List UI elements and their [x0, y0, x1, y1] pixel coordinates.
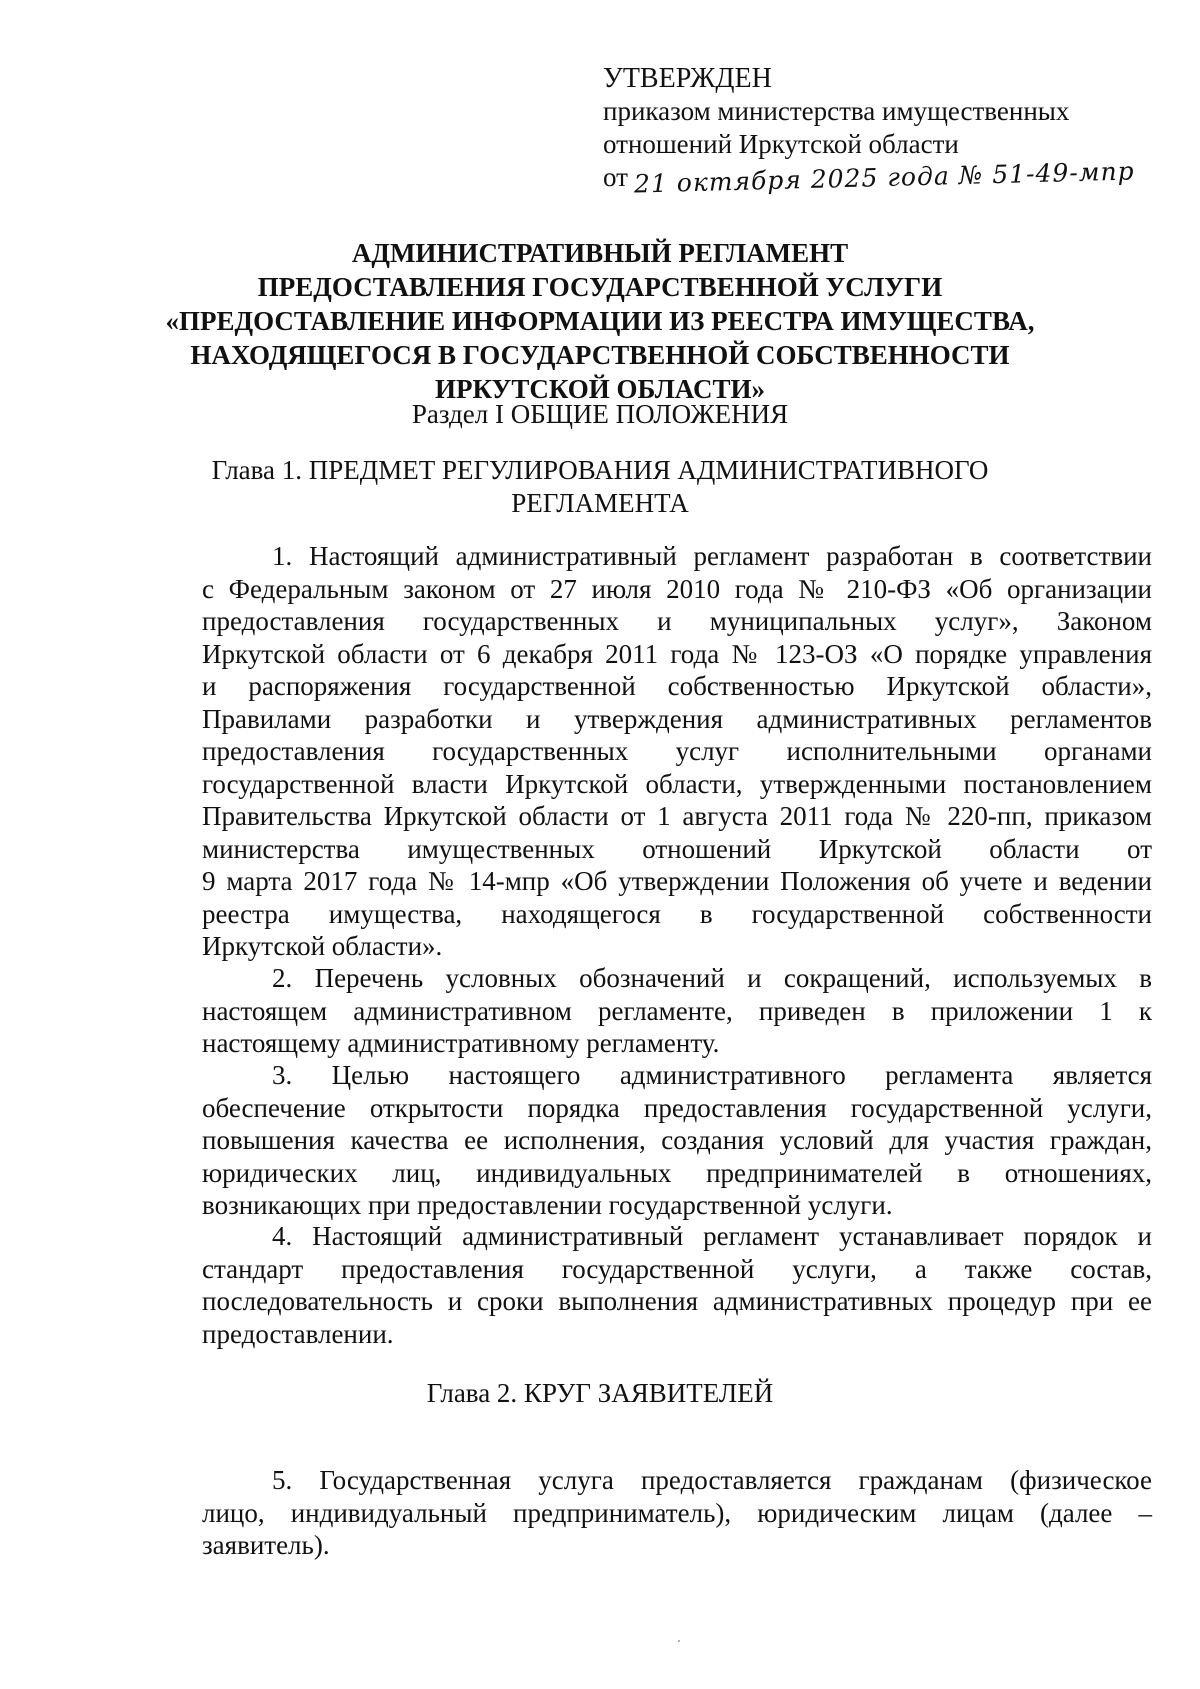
section-heading: Раздел I ОБЩИЕ ПОЛОЖЕНИЯ [411, 399, 789, 429]
paragraph-line: государственной власти Иркутской области, утвержденными постановлением [202, 768, 1152, 799]
paragraph-1 [202, 540, 1152, 963]
paragraph-line: предоставления государственных и муниципальных услуг», Законом [202, 606, 1152, 636]
paragraph-line: и распоряжения государственной собственностью Иркутской области», [202, 671, 1152, 701]
paragraph-line: 9 марта 2017 года № 14-мпр «Об утверждении Положения об учете и ведении [202, 866, 1152, 896]
chapter-1-line-2: РЕГЛАМЕНТА [511, 488, 689, 518]
approval-line-1: приказом министерства имущественных [603, 96, 1070, 126]
title-line-5: ИРКУТСКОЙ ОБЛАСТИ» [435, 374, 765, 404]
chapter-1-heading [100, 454, 1100, 520]
paragraph-line: возникающих при предоставлении государственной услуги. [202, 1190, 893, 1220]
title-line-1: АДМИНИСТРАТИВНЫЙ РЕГЛАМЕНТ [351, 238, 849, 268]
paragraph-line: лицо, индивидуальный предприниматель), юридическим лицам (далее – [202, 1497, 1152, 1528]
paragraph-4 [202, 1220, 1152, 1350]
paragraph-line: настоящем административном регламенте, приведен в приложении 1 к [202, 995, 1152, 1026]
paragraph-line: 5. Государственная услуга предоставляется гражданам (физическое [272, 1465, 1152, 1495]
title-line-4: НАХОДЯЩЕГОСЯ В ГОСУДАРСТВЕННОЙ СОБСТВЕННОСТИ [190, 340, 1010, 370]
approval-date-line [603, 156, 1163, 199]
paragraph-line: Правительства Иркутской области от 1 августа 2011 года № 220-пп, приказом [202, 801, 1152, 831]
paragraph-line: 2. Перечень условных обозначений и сокращений, используемых в [272, 963, 1152, 993]
paragraph-line: реестра имущества, находящегося в государственной собственности [202, 898, 1152, 929]
approval-date-prefix: от [603, 162, 628, 192]
paragraph-3 [202, 1059, 1152, 1222]
title-line-3: «ПРЕДОСТАВЛЕНИЕ ИНФОРМАЦИИ ИЗ РЕЕСТРА ИМУЩЕСТВА, [165, 306, 1035, 336]
paragraph-line: предоставлении. [202, 1318, 394, 1349]
scan-speck [678, 1640, 680, 1642]
approval-heading: УТВЕРЖДЕН [603, 63, 772, 94]
approval-block [603, 62, 1163, 199]
paragraph-line: заявитель). [202, 1530, 330, 1560]
title-line-2: ПРЕДОСТАВЛЕНИЯ ГОСУДАРСТВЕННОЙ УСЛУГИ [257, 272, 943, 302]
chapter-2-heading: Глава 2. КРУГ ЗАЯВИТЕЛЕЙ [426, 1378, 774, 1408]
paragraph-line: министерства имущественных отношений Иркутской области от [202, 833, 1152, 864]
paragraph-5 [202, 1464, 1152, 1562]
approval-line-2: отношений Иркутской области [603, 129, 959, 159]
handwritten-date-signature: 21 октября 2025 года № 51-49-мпр [633, 156, 1135, 199]
paragraph-line: Иркутской области». [202, 931, 443, 961]
paragraph-line: 3. Целью настоящего административного регламента является [272, 1060, 1152, 1090]
paragraph-line: с Федеральным законом от 27 июля 2010 года № 210-ФЗ «Об организации [202, 573, 1152, 604]
paragraph-line: юридических лиц, индивидуальных предпринимателей в отношениях, [202, 1157, 1152, 1188]
paragraph-line: Правилами разработки и утверждения административных регламентов [202, 703, 1152, 734]
paragraph-line: последовательность и сроки выполнения административных процедур при ее [202, 1286, 1152, 1316]
paragraph-2 [202, 962, 1152, 1060]
paragraph-line: обеспечение открытости порядка предоставления государственной услуги, [202, 1092, 1152, 1123]
chapter-1-line-1: Глава 1. ПРЕДМЕТ РЕГУЛИРОВАНИЯ АДМИНИСТРАТИВНОГО [211, 455, 989, 485]
paragraph-line: настоящему административному регламенту. [202, 1028, 720, 1058]
paragraph-line: предоставления государственных услуг исполнительными органами [202, 736, 1152, 766]
paragraph-line: стандарт предоставления государственной услуги, а также состав, [202, 1253, 1152, 1284]
paragraph-line: Иркутской области от 6 декабря 2011 года № 123-ОЗ «О порядке управления [202, 638, 1152, 669]
paragraph-line: повышения качества ее исполнения, создания условий для участия граждан, [202, 1125, 1152, 1155]
document-title [100, 236, 1100, 406]
paragraph-line: 4. Настоящий административный регламент устанавливает порядок и [272, 1221, 1152, 1251]
paragraph-line: 1. Настоящий административный регламент разработан в соответствии [272, 541, 1152, 571]
